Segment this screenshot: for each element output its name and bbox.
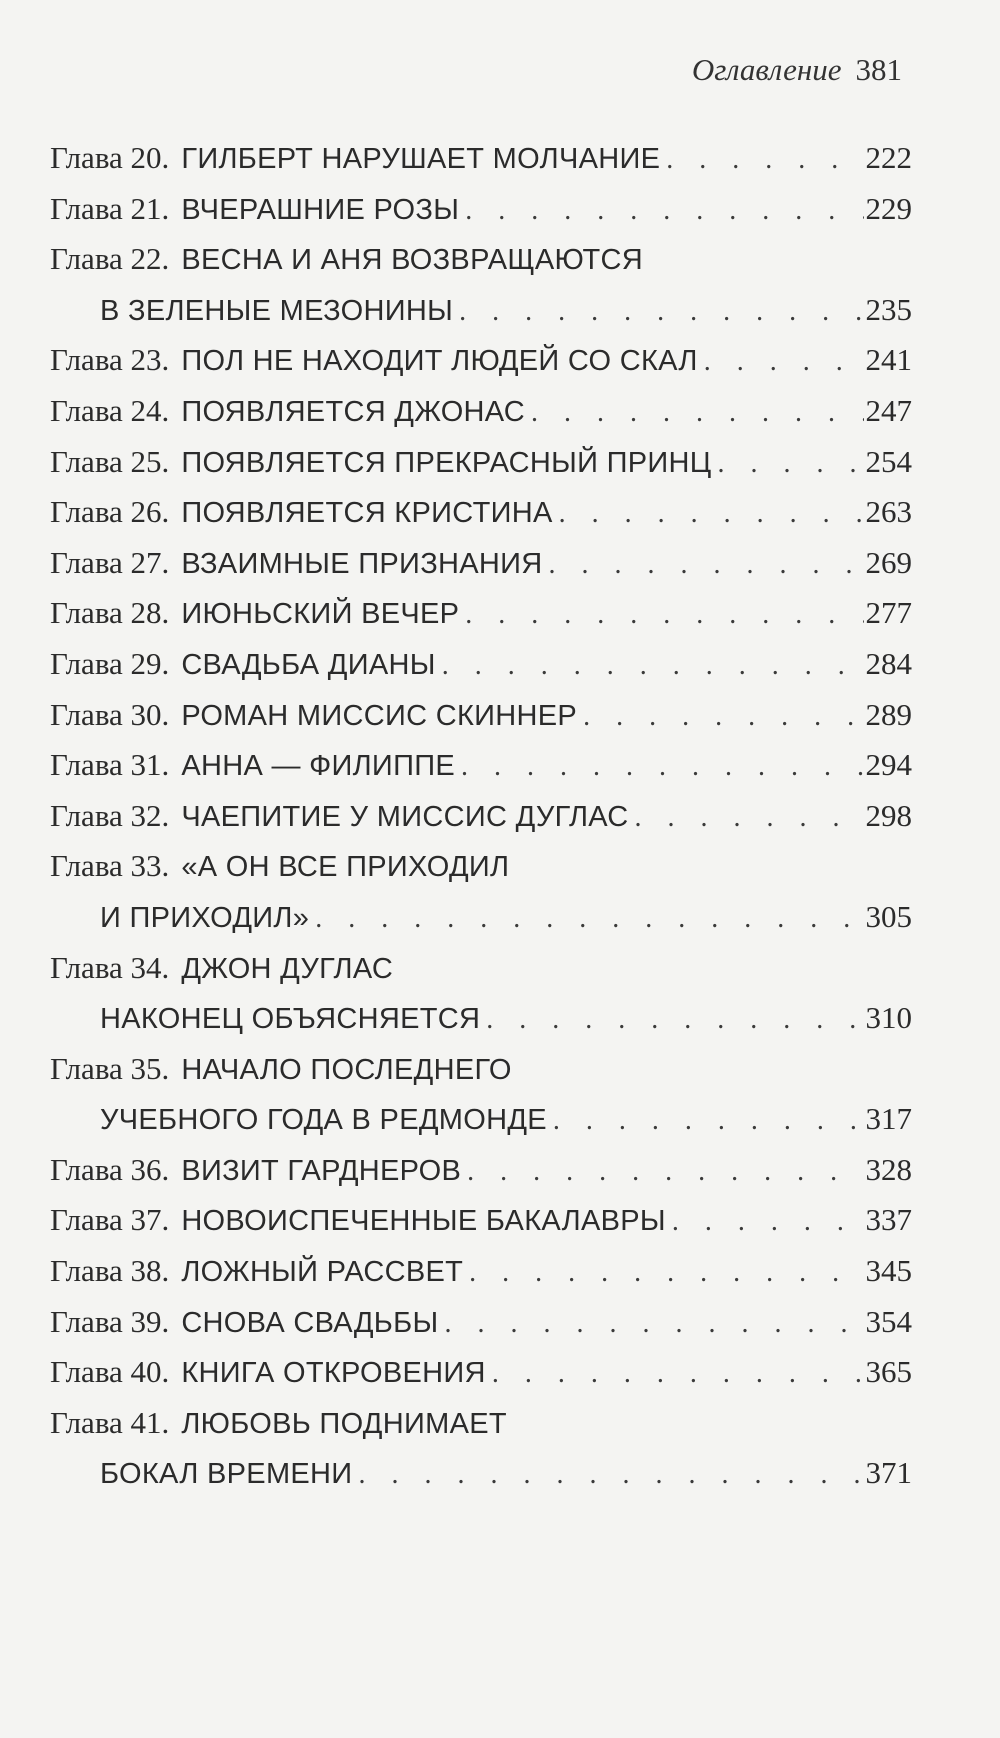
dot-leader bbox=[469, 1248, 863, 1297]
chapter-page-number: 371 bbox=[865, 1455, 912, 1491]
chapter-title: И ПРИХОДИЛ» bbox=[100, 901, 310, 934]
toc-line bbox=[50, 133, 912, 184]
chapter-page-number: 317 bbox=[865, 1101, 912, 1137]
chapter-title: ПОЯВЛЯЕТСЯ ПРЕКРАСНЫЙ ПРИНЦ bbox=[181, 446, 712, 479]
chapter-title: РОМАН МИССИС СКИННЕР bbox=[181, 699, 578, 732]
chapter-page-number: 222 bbox=[865, 140, 912, 175]
dot-leader bbox=[672, 1197, 864, 1246]
toc-line bbox=[50, 538, 912, 589]
dot-leader bbox=[465, 186, 863, 235]
toc-line bbox=[50, 487, 912, 538]
toc-entry[interactable] bbox=[50, 588, 912, 639]
toc-entry[interactable] bbox=[50, 740, 912, 791]
dot-leader bbox=[315, 894, 863, 943]
toc-line bbox=[50, 386, 912, 437]
chapter-title: ЧАЕПИТИЕ У МИССИС ДУГЛАС bbox=[181, 800, 629, 833]
toc-entry[interactable] bbox=[50, 791, 912, 842]
chapter-label: Глава 37. bbox=[50, 1202, 170, 1238]
toc-continuation-line bbox=[50, 1094, 912, 1145]
dot-leader bbox=[467, 1147, 863, 1196]
toc-line bbox=[50, 588, 912, 639]
toc-continuation-line bbox=[50, 993, 912, 1044]
toc-entry[interactable] bbox=[50, 335, 912, 386]
chapter-title: СВАДЬБА ДИАНЫ bbox=[181, 648, 436, 681]
chapter-label: Глава 33. bbox=[50, 848, 170, 884]
toc-entry[interactable] bbox=[50, 841, 912, 942]
dot-leader bbox=[358, 1450, 863, 1499]
chapter-label: Глава 39. bbox=[50, 1303, 170, 1339]
chapter-title: ЛЮБОВЬ ПОДНИМАЕТ bbox=[181, 1407, 507, 1440]
toc-line bbox=[50, 184, 912, 235]
toc-line bbox=[50, 1044, 912, 1095]
chapter-page-number: 305 bbox=[865, 898, 912, 934]
dot-leader bbox=[465, 590, 863, 639]
toc-entry[interactable] bbox=[50, 1044, 912, 1145]
toc-entry[interactable] bbox=[50, 943, 912, 1044]
chapter-page-number: 328 bbox=[865, 1151, 912, 1187]
chapter-title: УЧЕБНОГО ГОДА В РЕДМОНДЕ bbox=[100, 1104, 547, 1137]
chapter-label: Глава 27. bbox=[50, 544, 170, 580]
chapter-page-number: 289 bbox=[865, 696, 912, 732]
chapter-title: ВЕСНА И АНЯ ВОЗВРАЩАЮТСЯ bbox=[181, 244, 644, 277]
toc-entry[interactable] bbox=[50, 386, 912, 437]
dot-leader bbox=[559, 489, 864, 538]
dot-leader bbox=[583, 692, 863, 741]
chapter-label: Глава 36. bbox=[50, 1151, 170, 1187]
chapter-page-number: 294 bbox=[865, 747, 912, 783]
chapter-label: Глава 34. bbox=[50, 949, 170, 985]
dot-leader bbox=[486, 995, 863, 1044]
toc-line bbox=[50, 437, 912, 488]
toc-entry[interactable] bbox=[50, 538, 912, 589]
chapter-title: СНОВА СВАДЬБЫ bbox=[181, 1306, 439, 1339]
toc-line bbox=[50, 740, 912, 791]
chapter-page-number: 337 bbox=[865, 1202, 912, 1238]
chapter-page-number: 298 bbox=[865, 797, 912, 833]
chapter-title: «А ОН ВСЕ ПРИХОДИЛ bbox=[181, 851, 510, 884]
chapter-page-number: 263 bbox=[865, 494, 912, 530]
chapter-title: НАЧАЛО ПОСЛЕДНЕГО bbox=[181, 1053, 512, 1086]
toc-line bbox=[50, 1246, 912, 1297]
toc-entry[interactable] bbox=[50, 133, 912, 184]
toc-line bbox=[50, 1145, 912, 1196]
toc-entry[interactable] bbox=[50, 184, 912, 235]
dot-leader bbox=[442, 641, 864, 690]
toc-line bbox=[50, 1347, 912, 1398]
toc-continuation-line bbox=[50, 285, 912, 336]
chapter-label: Глава 40. bbox=[50, 1354, 170, 1390]
chapter-label: Глава 29. bbox=[50, 645, 170, 681]
dot-leader bbox=[531, 388, 863, 437]
table-of-contents bbox=[50, 133, 912, 1499]
chapter-label: Глава 41. bbox=[50, 1404, 170, 1440]
chapter-label: Глава 23. bbox=[50, 342, 170, 378]
chapter-title: ГИЛБЕРТ НАРУШАЕТ МОЛЧАНИЕ bbox=[181, 143, 661, 175]
chapter-label: Глава 22. bbox=[50, 241, 170, 277]
chapter-page-number: 269 bbox=[865, 544, 912, 580]
toc-entry[interactable] bbox=[50, 1195, 912, 1246]
chapter-title: БОКАЛ ВРЕМЕНИ bbox=[100, 1458, 353, 1491]
dot-leader bbox=[461, 742, 864, 791]
dot-leader bbox=[459, 287, 863, 336]
chapter-label: Глава 31. bbox=[50, 747, 170, 783]
chapter-label: Глава 20. bbox=[50, 140, 170, 175]
toc-entry[interactable] bbox=[50, 1398, 912, 1499]
toc-line bbox=[50, 943, 912, 994]
chapter-label: Глава 35. bbox=[50, 1050, 170, 1086]
toc-line bbox=[50, 841, 912, 892]
toc-entry[interactable] bbox=[50, 690, 912, 741]
dot-leader bbox=[718, 439, 864, 488]
chapter-title: ДЖОН ДУГЛАС bbox=[181, 952, 394, 985]
chapter-label: Глава 30. bbox=[50, 696, 170, 732]
chapter-label: Глава 25. bbox=[50, 443, 170, 479]
chapter-label: Глава 32. bbox=[50, 797, 170, 833]
chapter-title: ПОЯВЛЯЕТСЯ ДЖОНАС bbox=[181, 395, 526, 428]
toc-line bbox=[50, 335, 912, 386]
chapter-title: ЛОЖНЫЙ РАССВЕТ bbox=[181, 1256, 464, 1289]
toc-line bbox=[50, 791, 912, 842]
chapter-page-number: 365 bbox=[865, 1354, 912, 1390]
dot-leader bbox=[704, 337, 864, 386]
toc-continuation-line bbox=[50, 1448, 912, 1499]
page-number: 381 bbox=[855, 52, 902, 87]
toc-line bbox=[50, 639, 912, 690]
chapter-title: АННА — ФИЛИППЕ bbox=[181, 750, 455, 783]
chapter-label: Глава 38. bbox=[50, 1253, 170, 1289]
chapter-label: Глава 24. bbox=[50, 392, 170, 428]
chapter-page-number: 247 bbox=[865, 392, 912, 428]
dot-leader bbox=[549, 540, 864, 589]
chapter-page-number: 354 bbox=[865, 1303, 912, 1339]
chapter-title: ИЮНЬСКИЙ ВЕЧЕР bbox=[181, 598, 460, 631]
toc-entry[interactable] bbox=[50, 1297, 912, 1348]
chapter-title: НОВОИСПЕЧЕННЫЕ БАКАЛАВРЫ bbox=[181, 1205, 666, 1238]
chapter-title: ПОЯВЛЯЕТСЯ КРИСТИНА bbox=[181, 497, 553, 530]
dot-leader bbox=[444, 1299, 863, 1348]
chapter-label: Глава 28. bbox=[50, 595, 170, 631]
toc-line bbox=[50, 1297, 912, 1348]
chapter-label: Глава 21. bbox=[50, 190, 170, 226]
chapter-title: НАКОНЕЦ ОБЪЯСНЯЕТСЯ bbox=[100, 1003, 481, 1036]
toc-entry[interactable] bbox=[50, 1145, 912, 1196]
chapter-page-number: 310 bbox=[865, 1000, 912, 1036]
toc-entry[interactable] bbox=[50, 1246, 912, 1297]
toc-line bbox=[50, 1398, 912, 1449]
chapter-page-number: 345 bbox=[865, 1253, 912, 1289]
dot-leader bbox=[666, 135, 863, 184]
toc-line bbox=[50, 1195, 912, 1246]
toc-entry[interactable] bbox=[50, 234, 912, 335]
chapter-title: ВЧЕРАШНИЕ РОЗЫ bbox=[181, 193, 460, 226]
chapter-label: Глава 26. bbox=[50, 494, 170, 530]
dot-leader bbox=[553, 1096, 864, 1145]
dot-leader bbox=[635, 793, 864, 842]
chapter-title: ВЗАИМНЫЕ ПРИЗНАНИЯ bbox=[181, 547, 543, 580]
chapter-page-number: 241 bbox=[865, 342, 912, 378]
chapter-page-number: 235 bbox=[865, 291, 912, 327]
chapter-title: КНИГА ОТКРОВЕНИЯ bbox=[181, 1357, 486, 1390]
toc-entry[interactable] bbox=[50, 487, 912, 538]
chapter-page-number: 229 bbox=[865, 190, 912, 226]
chapter-title: ВИЗИТ ГАРДНЕРОВ bbox=[181, 1154, 462, 1187]
toc-continuation-line bbox=[50, 892, 912, 943]
chapter-page-number: 277 bbox=[865, 595, 912, 631]
chapter-title: ПОЛ НЕ НАХОДИТ ЛЮДЕЙ СО СКАЛ bbox=[181, 345, 698, 378]
running-head bbox=[692, 52, 902, 88]
toc-line bbox=[50, 234, 912, 285]
chapter-page-number: 254 bbox=[865, 443, 912, 479]
toc-entry[interactable] bbox=[50, 639, 912, 690]
toc-line bbox=[50, 690, 912, 741]
dot-leader bbox=[492, 1349, 864, 1398]
toc-entry[interactable] bbox=[50, 437, 912, 488]
chapter-title: В ЗЕЛЕНЫЕ МЕЗОНИНЫ bbox=[100, 294, 454, 327]
toc-entry[interactable] bbox=[50, 1347, 912, 1398]
running-head-title: Оглавление bbox=[691, 52, 842, 87]
chapter-page-number: 284 bbox=[865, 645, 912, 681]
